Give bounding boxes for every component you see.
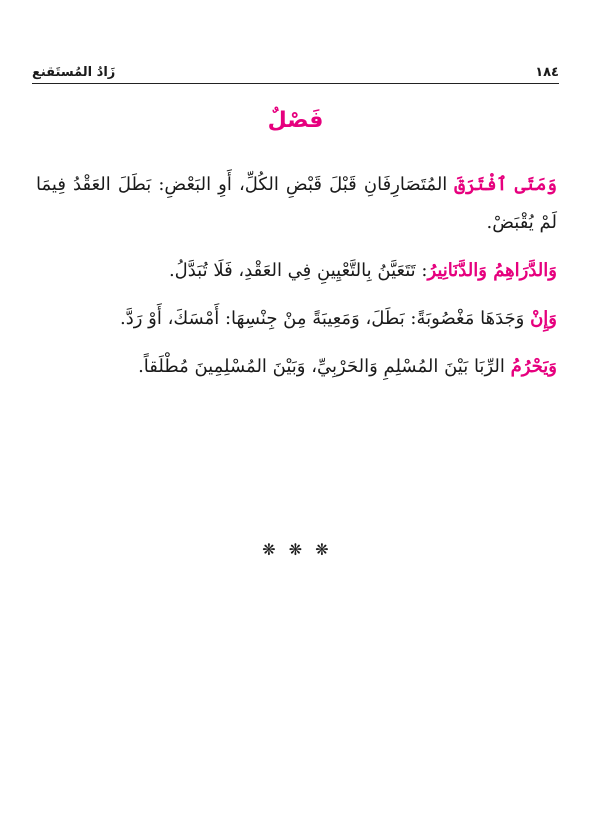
section-separator: ❋ ❋ ❋ <box>262 540 329 559</box>
paragraph-keyword: وَمَتَى ٱفْتَرَقَ <box>454 174 557 195</box>
paragraph-keyword: وَالدَّرَاهِمُ وَالدَّنَانِيرُ <box>427 260 557 281</box>
paragraph <box>36 300 557 338</box>
paragraph <box>36 166 557 242</box>
page-number: ١٨٤ <box>535 65 559 80</box>
paragraph <box>36 252 557 290</box>
running-header <box>32 58 559 80</box>
paragraph-text: وَجَدَهَا مَغْصُوبَةً: بَطَلَ، وَمَعِيبَةً مِنْ جِنْسِهَا: أَمْسَكَ، أَوْ رَدَّ. <box>120 308 531 329</box>
paragraph-text: الرِّبَا بَيْنَ المُسْلِمِ وَالحَرْبِيِّ، وَبَيْنَ المُسْلِمِينَ مُطْلَقاً. <box>138 356 511 377</box>
book-title: زَادُ المُستَقنع <box>32 65 116 80</box>
header-rule <box>32 83 559 84</box>
body-text <box>36 166 557 396</box>
paragraph-keyword: وَيَحْرُمُ <box>510 356 557 377</box>
chapter-title: فَصْلٌ <box>267 108 324 133</box>
paragraph-text: المُتَصَارِفَانِ قَبْلَ قَبْضِ الكُلِّ، أَوِ البَعْضِ: بَطَلَ العَقْدُ فِيمَا لَمْ يُقْبَضْ. <box>36 174 557 233</box>
paragraph-keyword: وَإِنْ <box>530 308 557 329</box>
paragraph-text: : تَتَعَيَّنُ بِالتَّعْيِينِ فِي العَقْدِ، فَلَا تُبَدَّلُ. <box>168 260 428 281</box>
paragraph <box>36 348 557 386</box>
